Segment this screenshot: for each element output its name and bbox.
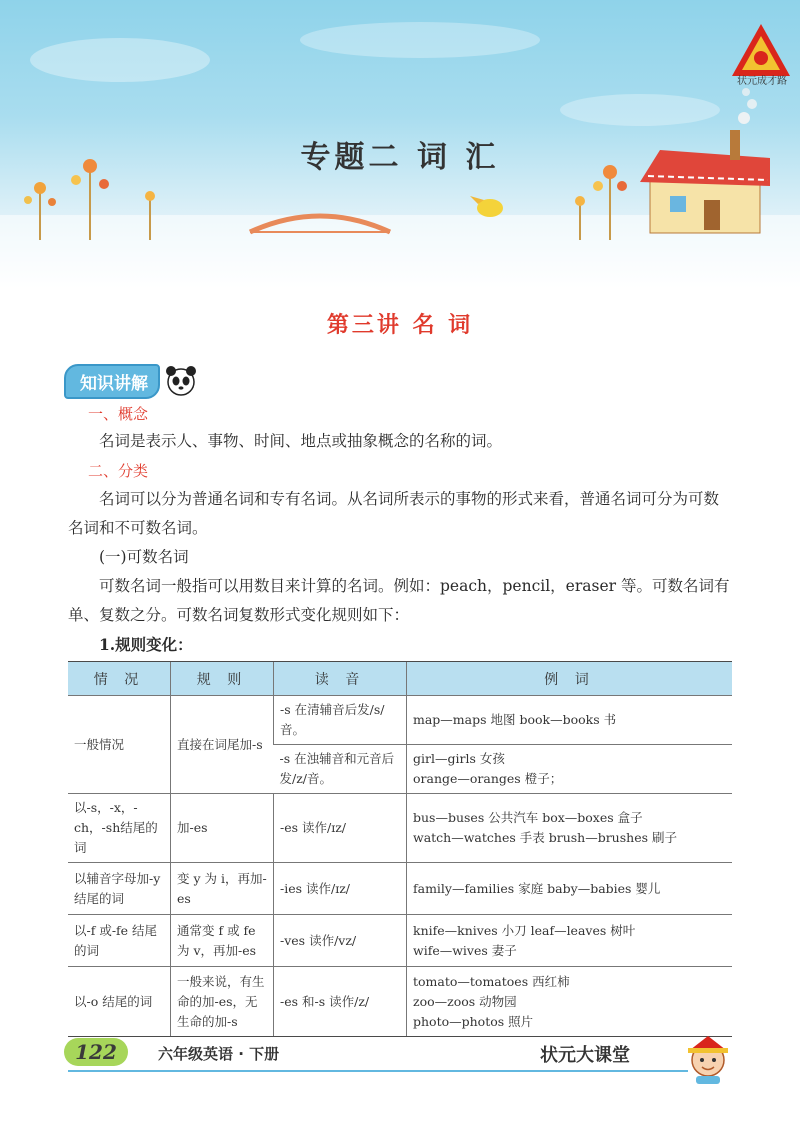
rule-cell: 一般来说，有生命的加-es，无生命的加-s: [171, 967, 274, 1037]
footer-divider: [68, 1070, 688, 1072]
topic-title: 专题二 词 汇: [300, 140, 500, 175]
rule-cell: 加-es: [171, 794, 274, 863]
bird-icon: [470, 196, 503, 217]
rule-cell: 变 y 为 i，再加-es: [171, 863, 274, 915]
example-line: wife—wives 妻子: [413, 942, 517, 958]
examples-cell: [407, 915, 733, 967]
case-cell: 以-o 结尾的词: [68, 967, 171, 1037]
rule-cell: 通常变 f 或 fe 为 v，再加-es: [171, 915, 274, 967]
pronunciation-cell: -ves 读作/vz/: [274, 915, 407, 967]
pronunciation-cell: -ies 读作/ɪz/: [274, 863, 407, 915]
logo-text: 状元成才路: [737, 76, 787, 87]
header-pronunciation: 读 音: [274, 662, 407, 696]
case-cell: 以辅音字母加-y结尾的词: [68, 863, 171, 915]
header-examples: 例 词: [407, 662, 733, 696]
case-cell: 以-s，-x，-ch，-sh结尾的词: [68, 794, 171, 863]
case-cell: 以-f 或-fe 结尾的词: [68, 915, 171, 967]
example-line: bus—buses 公共汽车 box—boxes 盒子: [413, 810, 643, 825]
example-line: girl—girls 女孩: [413, 751, 505, 766]
example-line: family—families 家庭 baby—babies 婴儿: [413, 880, 661, 896]
brand-name: 状元大课堂: [540, 1045, 630, 1066]
example-line: watch—watches 手表 brush—brushes 刷子: [413, 830, 677, 845]
pronunciation-cell: -s 在浊辅音和元音后发/z/音。: [274, 745, 407, 794]
examples-cell: [407, 967, 733, 1037]
pronunciation-cell: -s 在清辅音后发/s/音。: [274, 696, 407, 745]
examples-cell: [407, 794, 733, 863]
countable-nouns-heading: (一)可数名词: [99, 548, 189, 566]
table-header-row: [68, 662, 732, 696]
regular-change-heading: 1.规则变化：: [99, 635, 193, 654]
pronunciation-cell: -es 和-s 读作/z/: [274, 967, 407, 1037]
example-line: tomato—tomatoes 西红柿: [413, 973, 570, 989]
examples-cell: [407, 863, 733, 915]
classification-paragraph: 名词可以分为普通名词和专有名词。从名词所表示的事物的形式来看，普通名词可分为可数名词和不可数名词。: [68, 490, 720, 537]
badge-label: 知识讲解: [64, 364, 160, 399]
book-name: 六年级英语 · 下册: [158, 1045, 280, 1063]
examples-cell: [407, 696, 733, 745]
rule-cell: 直接在词尾加-s: [171, 696, 274, 794]
example-line: photo—photos 照片: [413, 1013, 534, 1029]
table-row: [68, 794, 732, 863]
panda-mascot-icon: [164, 364, 198, 398]
section-classification-heading: 二、分类: [88, 462, 149, 480]
plural-rules-table: [68, 661, 732, 1037]
concept-paragraph: 名词是表示人、事物、时间、地点或抽象概念的名称的词。: [99, 432, 503, 450]
examples-cell: [407, 745, 733, 794]
table-row: [68, 915, 732, 967]
table-row: [68, 863, 732, 915]
header-case: 情 况: [68, 662, 171, 696]
example-line: zoo—zoos 动物园: [413, 993, 517, 1009]
table-row: [68, 967, 732, 1037]
example-line: knife—knives 小刀 leaf—leaves 树叶: [413, 922, 636, 938]
example-line: map—maps 地图 book—books 书: [413, 712, 617, 727]
header-rule: 规 则: [171, 662, 274, 696]
lesson-title: 第三讲 名 词: [326, 313, 474, 338]
case-cell: 一般情况: [68, 696, 171, 794]
pronunciation-cell: -es 读作/ɪz/: [274, 794, 407, 863]
knowledge-badge: [64, 366, 198, 396]
section-concept-heading: 一、概念: [88, 405, 149, 423]
page-number: 122: [64, 1038, 128, 1066]
example-line: orange—oranges 橙子；: [413, 771, 563, 786]
countable-nouns-paragraph: 可数名词一般指可以用数目来计算的名词。例如：peach，pencil，eraser 等。可数名词有单、复数之分。可数名词复数形式变化规则如下：: [68, 577, 730, 624]
table-row: [68, 696, 732, 745]
scholar-mascot-icon: [680, 1030, 736, 1086]
